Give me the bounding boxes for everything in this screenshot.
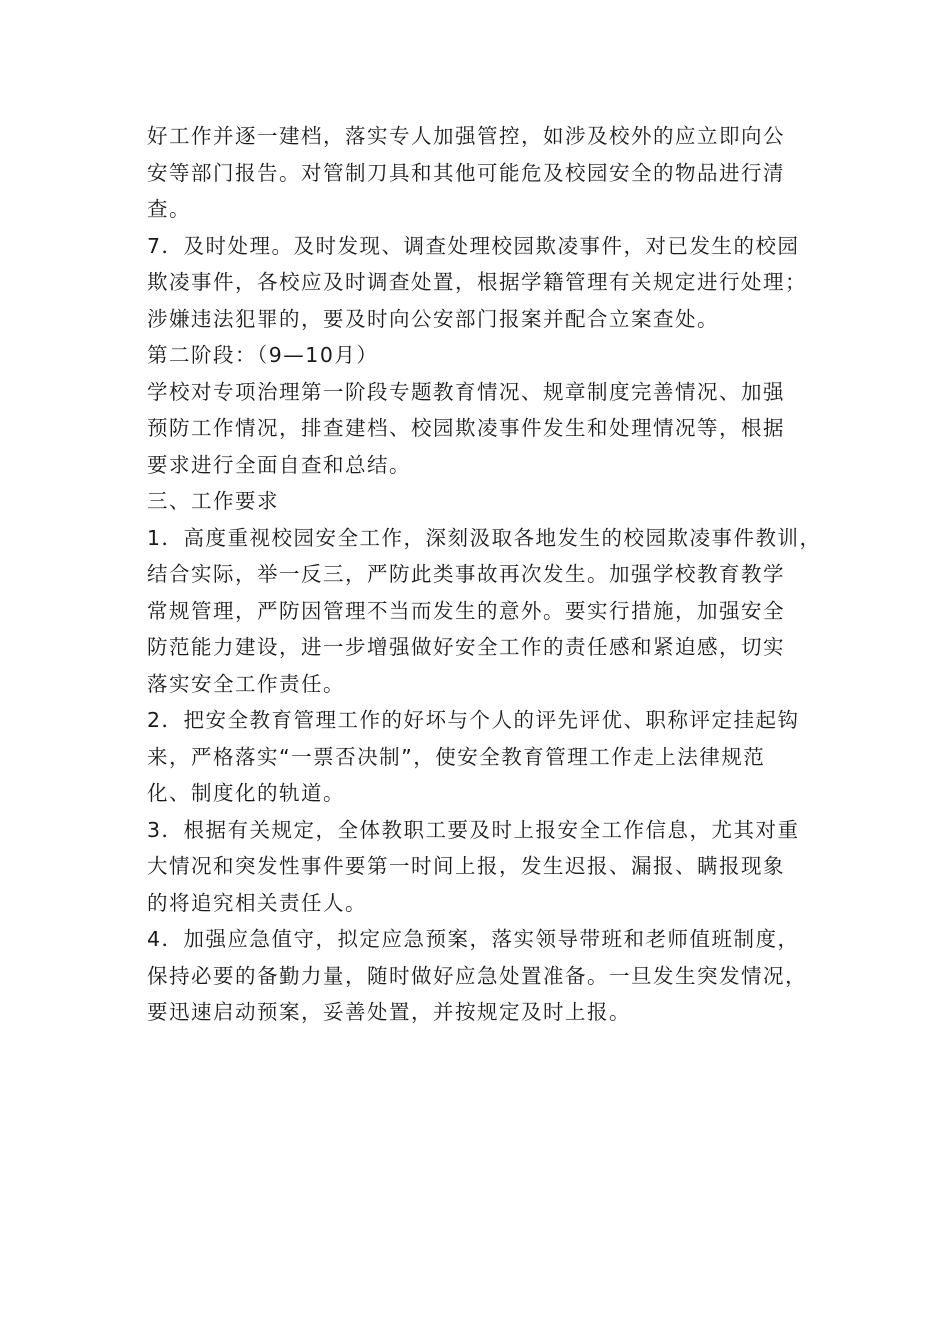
text-line: 7．及时处理。及时发现、调查处理校园欺凌事件，对已发生的校园 <box>147 233 800 258</box>
text-line: 要求进行全面自查和总结。 <box>147 452 411 477</box>
text-line: 落实安全工作责任。 <box>147 671 345 696</box>
text-line: 安等部门报告。对管制刀具和其他可能危及校园安全的物品进行清 <box>147 160 785 185</box>
text-line: 预防工作情况，排查建档、校园欺凌事件发生和处理情况等，根据 <box>147 416 785 440</box>
text-line: 涉嫌违法犯罪的，要及时向公安部门报案并配合立案查处。 <box>147 306 719 331</box>
text-line: 欺凌事件，各校应及时调查处置，根据学籍管理有关规定进行处理； <box>147 270 807 294</box>
text-line: 来，严格落实“一票否决制”，使安全教育管理工作走上法律规范 <box>147 744 766 769</box>
text-line: 1．高度重视校园安全工作，深刻汲取各地发生的校园欺凌事件教训， <box>147 525 822 550</box>
text-line: 防范能力建设，进一步增强做好安全工作的责任感和紧迫感，切实 <box>147 635 785 659</box>
text-line: 2．把安全教育管理工作的好坏与个人的评先评优、职称评定挂起钩 <box>147 708 800 732</box>
text-line: 大情况和突发性事件要第一时间上报，发生迟报、漏报、瞒报现象 <box>147 854 785 878</box>
text-line: 好工作并逐一建档，落实专人加强管控，如涉及校外的应立即向公 <box>147 124 785 148</box>
text-line: 化、制度化的轨道。 <box>147 781 345 805</box>
text-line: 的将追究相关责任人。 <box>147 890 367 915</box>
text-line: 4．加强应急值守，拟定应急预案，落实领导带班和老师值班制度， <box>147 927 800 951</box>
text-line: 常规管理，严防因管理不当而发生的意外。要实行措施，加强安全 <box>147 598 785 623</box>
text-line: 要迅速启动预案，妥善处置，并按规定及时上报。 <box>147 1000 631 1024</box>
text-line: 保持必要的备勤力量，随时做好应急处置准备。一旦发生突发情况， <box>147 963 807 988</box>
text-line: 3．根据有关规定，全体教职工要及时上报安全工作信息，尤其对重 <box>147 817 800 842</box>
text-line: 学校对专项治理第一阶段专题教育情况、规章制度完善情况、加强 <box>147 379 785 404</box>
section-heading: 第二阶段：（9—10月） <box>147 343 379 367</box>
document-body <box>147 118 822 1031</box>
text-line: 查。 <box>147 197 191 221</box>
section-heading: 三、工作要求 <box>147 489 279 513</box>
text-line: 结合实际，举一反三，严防此类事故再次发生。加强学校教育教学 <box>147 562 785 586</box>
